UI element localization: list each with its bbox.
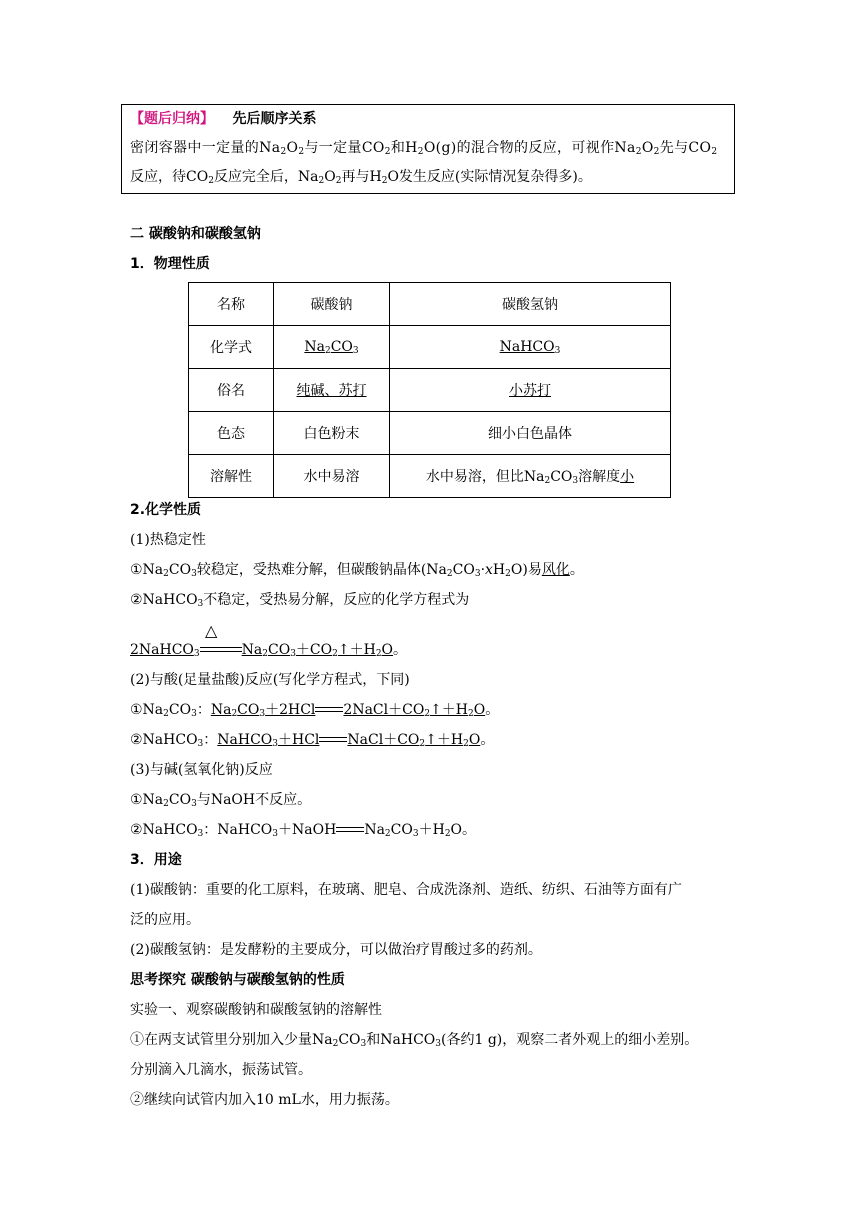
table-cell: NaHCO$_3$ <box>390 326 671 369</box>
subsection-chemical: 2.化学性质 <box>130 502 202 518</box>
table-row <box>189 326 671 369</box>
subsection-uses: 3．用途 <box>130 852 182 868</box>
section-title: 二 碳酸钠和碳酸氢钠 <box>130 226 261 242</box>
equation-decomposition: 2NaHCO$_3$ $Na_2CO_3+CO_2↑+H_2O$。 <box>130 642 408 659</box>
paragraph: (1)热稳定性 <box>130 532 206 548</box>
paragraph: ②继续向试管内加入10 mL水，用力振荡。 <box>130 1092 399 1108</box>
table-header-row <box>189 283 671 326</box>
paragraph: ②NaHCO$_3$不稳定，受热易分解，反应的化学方程式为 <box>130 592 470 609</box>
summary-line-2: 反应，待$CO_2$反应完全后，$Na_2O_2$再与$H_2O$发生反应(实际情况复杂得多)。 <box>130 169 592 186</box>
table-row <box>189 455 671 498</box>
paragraph: 分别滴入几滴水，振荡试管。 <box>130 1062 312 1078</box>
table-cell: 纯碱、苏打 <box>274 369 390 412</box>
summary-title: 先后顺序关系 <box>232 111 317 127</box>
table-cell-label: 色态 <box>189 412 274 455</box>
table-row <box>189 412 671 455</box>
table-cell: 白色粉末 <box>274 412 390 455</box>
table-row <box>189 369 671 412</box>
paragraph: $①Na_2CO_3$与NaOH不反应。 <box>130 792 312 809</box>
subsection-physical: 1．物理性质 <box>130 256 210 272</box>
equation-na2co3-hcl: $①Na_2CO_3$：$Na_2CO_3+2HCl$ $2NaCl+CO_2↑+H_2O$。 <box>130 702 500 719</box>
table-header-cell: 碳酸钠 <box>274 283 390 326</box>
summary-line-1: 密闭容器中一定量的$Na_2O_2$与一定量$CO_2$和$H_2O(g)$的混合物的反应，可视作$Na_2O_2$先与$CO_2$ <box>130 140 718 157</box>
table-cell: 小苏打 <box>390 369 671 412</box>
summary-heading <box>130 109 316 129</box>
table-cell: 水中易溶，但比$Na_2CO_3$溶解度小 <box>390 455 671 498</box>
equation-nahco3-hcl: ②NaHCO$_3$：NaHCO$_3$＋HCl $NaCl+CO_2↑+H_2O$。 <box>130 732 495 749</box>
paragraph: (1)碳酸钠：重要的化工原料，在玻璃、肥皂、合成洗涤剂、造纸、纺织、石油等方面有广 <box>130 882 682 898</box>
paragraph: (2)碳酸氢钠：是发酵粉的主要成分，可以做治疗胃酸过多的药剂。 <box>130 942 542 958</box>
equation-nahco3-naoh: ②NaHCO$_3$：NaHCO$_3$＋NaOH $Na_2CO_3+H_2O$。 <box>130 822 477 839</box>
table-header-cell: 名称 <box>189 283 274 326</box>
paragraph: 泛的应用。 <box>130 912 200 928</box>
table-cell-label: 溶解性 <box>189 455 274 498</box>
table-cell: 水中易溶 <box>274 455 390 498</box>
table-header-cell: 碳酸氢钠 <box>390 283 671 326</box>
summary-tag: 【题后归纳】 <box>130 111 214 127</box>
summary-box <box>121 104 735 194</box>
heat-symbol: △ <box>205 621 218 640</box>
paragraph: $①Na_2CO_3$较稳定，受热难分解，但碳酸钠晶体$(Na_2CO_3\cdot xH_2O)$易风化。 <box>130 562 584 579</box>
paragraph: ①在两支试管里分别加入少量$Na_2CO_3$和NaHCO$_3$(各约1 g)，观察二者外观上的细小差别。 <box>130 1032 699 1049</box>
paragraph: 实验一、观察碳酸钠和碳酸氢钠的溶解性 <box>130 1002 382 1018</box>
table-cell-label: 俗名 <box>189 369 274 412</box>
explore-title: 思考探究 碳酸钠与碳酸氢钠的性质 <box>130 972 345 988</box>
table-cell: 细小白色晶体 <box>390 412 671 455</box>
properties-table <box>188 282 671 498</box>
table-cell-label: 化学式 <box>189 326 274 369</box>
table-cell: $Na_2CO_3$ <box>274 326 390 369</box>
paragraph: (3)与碱(氢氧化钠)反应 <box>130 762 273 778</box>
paragraph: (2)与酸(足量盐酸)反应(写化学方程式，下同) <box>130 672 410 688</box>
